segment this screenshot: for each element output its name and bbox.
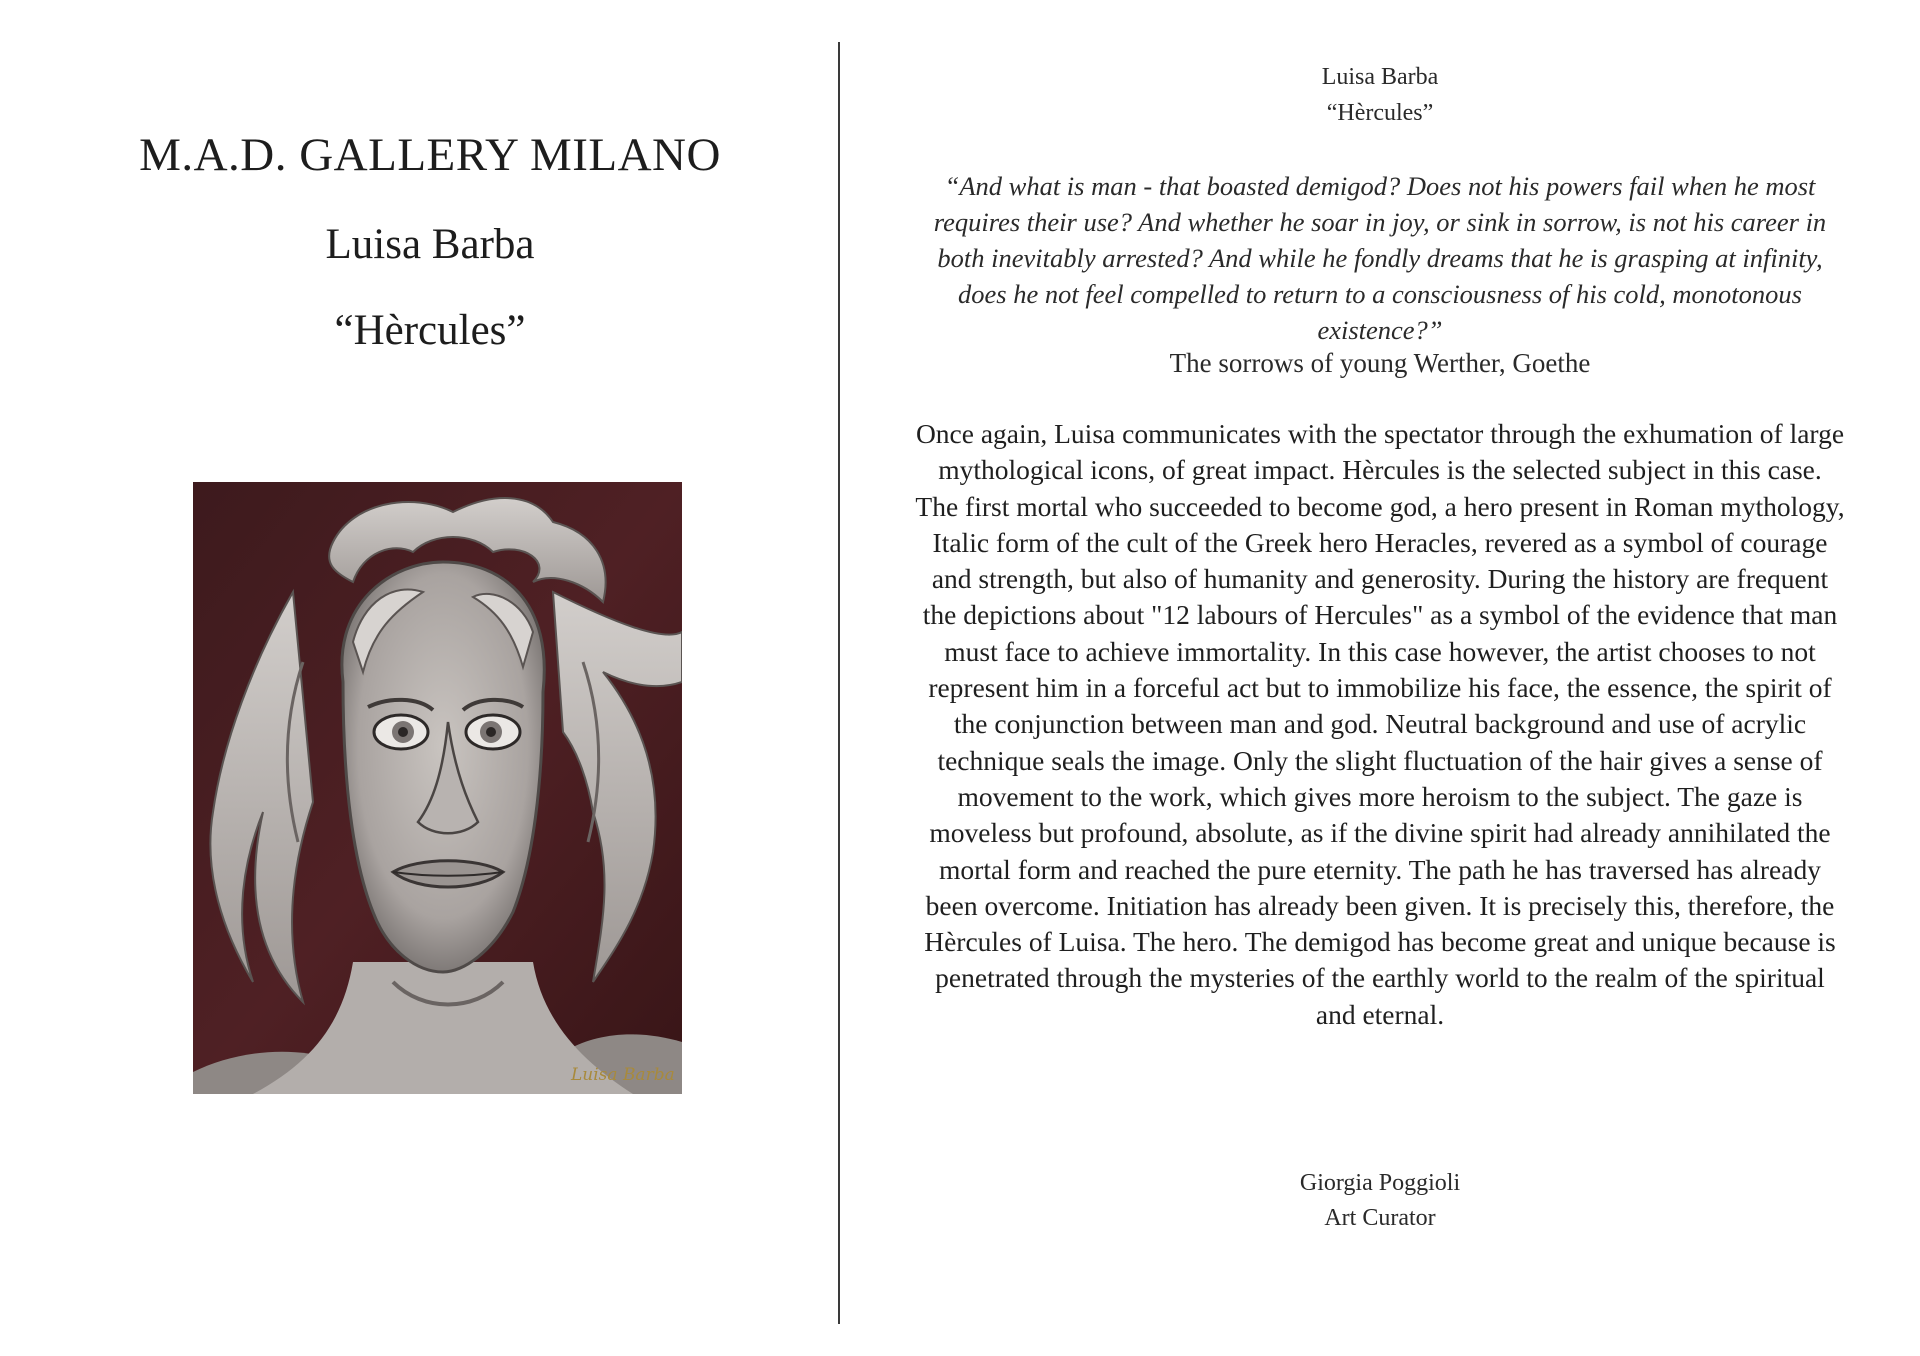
quote-source: The sorrows of young Werther, Goethe xyxy=(1169,348,1591,378)
svg-text:Luisa Barba: Luisa Barba xyxy=(571,1065,675,1085)
painting-image xyxy=(193,482,682,1094)
artist-name: Luisa Barba xyxy=(325,221,535,268)
curator-text: Once again, Luisa communicates with the spectator through the exhumation of large mythological icons, of great impact. Hèrcules is the selected subject in this case. The first mortal who succeeded to become god, a hero present in Roman mythology, Italic form of the cult of the Greek hero Heracles, revered as a symbol of courage and strength, but also of humanity and generosity. During the history are frequent the depictions about "12 labours of Hercules" as a symbol of the evidence that man must face to achieve immortality. In this case however, the artist chooses to not represent him in a forceful act but to immobilize his face, the essence, the spirit of the conjunction between man and god. Neutral background and use of acrylic technique seals the image. Only the slight fluctuation of the hair gives a sense of movement to the work, which gives more heroism to the subject. The gaze is moveless but profound, absolute, as if the divine spirit had already annihilated the mortal form and reached the pure eternity. The path he has traversed has already been overcome. Initiation has already been given. It is precisely this, therefore, the Hèrcules of Luisa. The hero. The demigod has become great and unique because is penetrated through the mysteries of the earthly world to the realm of the spiritual and eternal. xyxy=(915,418,1845,1030)
curator-role: Art Curator xyxy=(1324,1205,1436,1231)
artwork-title: “Hèrcules” xyxy=(334,307,526,354)
epigraph-quote: “And what is man - that boasted demigod? Does not his powers fail when he most requires their use? And whether he soar in joy, or sink in sorrow, is not his career in both inevitably arrested? And while he fondly dreams that he is grasping at infinity, does he not feel compelled to return to a consciousness of his cold, monotonous existence?” xyxy=(933,171,1827,345)
gallery-title: M.A.D. GALLERY MILANO xyxy=(139,129,721,181)
header-title: “Hèrcules” xyxy=(1326,100,1434,126)
left-page xyxy=(0,0,840,1356)
header-artist: Luisa Barba xyxy=(1321,64,1439,90)
page-divider xyxy=(838,42,840,1324)
right-page xyxy=(845,0,1920,1356)
curator-name: Giorgia Poggioli xyxy=(1299,1170,1461,1196)
